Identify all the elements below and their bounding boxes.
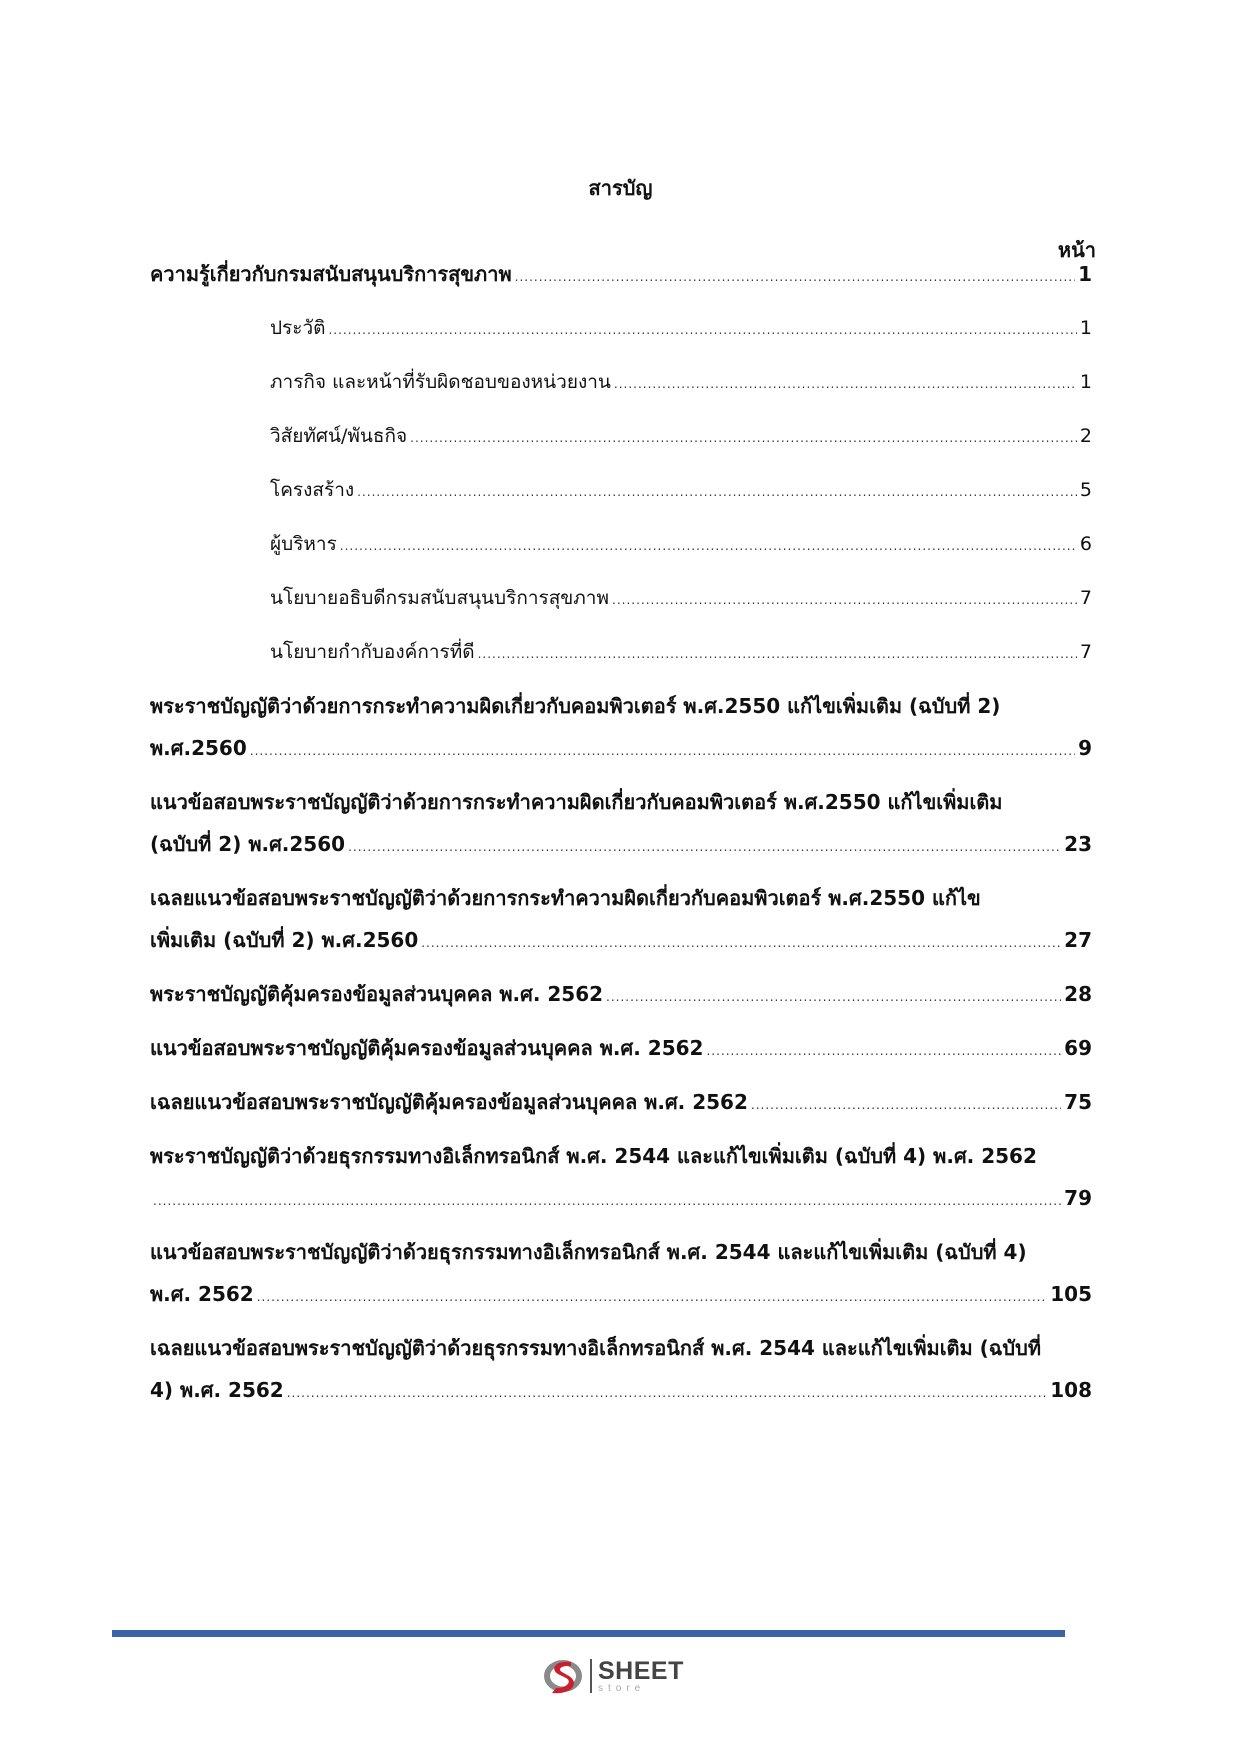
logo-subword: store	[598, 1682, 646, 1694]
toc-subentry[interactable]	[270, 530, 1092, 560]
toc-entry-title-cont: 4) พ.ศ. 2562	[150, 1378, 284, 1402]
toc-page-number: 1	[1078, 262, 1092, 286]
toc-entry-title: ความรู้เกี่ยวกับกรมสนับสนุนบริการสุขภาพ	[150, 262, 512, 286]
toc-leader-dots	[287, 1379, 1048, 1407]
toc-leader-dots	[328, 316, 1076, 344]
toc-page-number: 75	[1064, 1090, 1092, 1114]
page-title: สารบัญ	[588, 176, 653, 200]
toc-entry-title: นโยบายอธิบดีกรมสนับสนุนบริการสุขภาพ	[270, 587, 609, 609]
toc-page-number: 108	[1050, 1378, 1092, 1402]
toc-subentry[interactable]	[270, 368, 1092, 398]
toc-entry-title: พระราชบัญญัติคุ้มครองข้อมูลส่วนบุคคล พ.ศ. 2562	[150, 982, 604, 1006]
toc-page-number: 5	[1079, 479, 1092, 501]
toc-entry-title-cont: (ฉบับที่ 2) พ.ศ.2560	[150, 832, 346, 856]
toc-leader-dots	[706, 1037, 1061, 1065]
footer-rule	[112, 1630, 1065, 1637]
toc-leader-dots	[421, 929, 1061, 957]
toc-leader-dots	[478, 640, 1077, 668]
toc-entry-title: ภารกิจ และหน้าที่รับผิดชอบของหน่วยงาน	[270, 371, 611, 393]
toc-entry-line1[interactable]	[150, 884, 981, 912]
toc-leader-dots	[614, 370, 1077, 398]
toc-page-number: 69	[1064, 1036, 1092, 1060]
logo-divider	[590, 1659, 592, 1693]
toc-leader-dots	[153, 1187, 1061, 1215]
toc-leader-dots	[606, 983, 1061, 1011]
toc-entry-line2[interactable]	[150, 1376, 1092, 1407]
toc-entry-title: แนวข้อสอบพระราชบัญญัติคุ้มครองข้อมูลส่วนบุคคล พ.ศ. 2562	[150, 1036, 704, 1060]
toc-entry-line2[interactable]	[150, 734, 1092, 765]
toc-page-number: 28	[1064, 982, 1092, 1006]
toc-entry-title: ประวัติ	[270, 317, 326, 339]
toc-entry[interactable]	[150, 1088, 1092, 1119]
toc-entry-line1[interactable]	[150, 1142, 1037, 1170]
toc-entry-title-cont: เพิ่มเติม (ฉบับที่ 2) พ.ศ.2560	[150, 928, 419, 952]
toc-page-number: 79	[1064, 1186, 1092, 1210]
toc-entry-title: นโยบายกำกับองค์การที่ดี	[270, 641, 475, 663]
toc-entry[interactable]	[150, 260, 1092, 291]
toc-entry-title: ผู้บริหาร	[270, 533, 337, 555]
toc-page-number: 7	[1079, 587, 1092, 609]
toc-entry-line2[interactable]	[150, 830, 1092, 861]
toc-leader-dots	[257, 1283, 1048, 1311]
toc-leader-dots	[751, 1091, 1061, 1119]
page-column-header: หน้า	[1057, 238, 1096, 262]
toc-entry-line2[interactable]	[150, 1280, 1092, 1311]
toc-entry-line2[interactable]	[150, 926, 1092, 957]
sheet-store-logo-icon	[540, 1653, 586, 1699]
toc-leader-dots	[357, 478, 1077, 506]
toc-entry-title: แนวข้อสอบพระราชบัญญัติว่าด้วยธุรกรรมทางอิเล็กทรอนิกส์ พ.ศ. 2544 และแก้ไขเพิ่มเติม (ฉบับที่ 4)	[150, 1240, 1027, 1264]
toc-subentry[interactable]	[270, 476, 1092, 506]
toc-subentry[interactable]	[270, 314, 1092, 344]
toc-entry-line1[interactable]	[150, 1238, 1027, 1266]
toc-entry-title: เฉลยแนวข้อสอบพระราชบัญญัติว่าด้วยธุรกรรมทางอิเล็กทรอนิกส์ พ.ศ. 2544 และแก้ไขเพิ่มเติม (ฉบับที่	[150, 1336, 1042, 1360]
toc-entry-title: แนวข้อสอบพระราชบัญญัติว่าด้วยการกระทำความผิดเกี่ยวกับคอมพิวเตอร์ พ.ศ.2550 แก้ไขเพิ่มเติม	[150, 790, 1003, 814]
toc-page-number: 7	[1079, 641, 1092, 663]
toc-leader-dots	[410, 424, 1077, 452]
toc-leader-dots	[515, 263, 1075, 291]
toc-entry-title: พระราชบัญญัติว่าด้วยธุรกรรมทางอิเล็กทรอนิกส์ พ.ศ. 2544 และแก้ไขเพิ่มเติม (ฉบับที่ 4) พ.ศ. 2562	[150, 1144, 1037, 1168]
toc-leader-dots	[250, 737, 1075, 765]
toc-page-number: 105	[1050, 1282, 1092, 1306]
toc-entry[interactable]	[150, 1034, 1092, 1065]
toc-entry-title-cont: พ.ศ.2560	[150, 736, 247, 760]
toc-entry-line1[interactable]	[150, 1334, 1041, 1362]
toc-leader-dots	[348, 833, 1061, 861]
logo-wordmark	[598, 1656, 684, 1694]
toc-entry-line2[interactable]	[150, 1184, 1092, 1215]
toc-entry-title: เฉลยแนวข้อสอบพระราชบัญญัติว่าด้วยการกระทำความผิดเกี่ยวกับคอมพิวเตอร์ พ.ศ.2550 แก้ไข	[150, 886, 981, 910]
toc-page-number: 6	[1079, 533, 1092, 555]
toc-page-number: 23	[1064, 832, 1092, 856]
toc-page-number: 2	[1079, 425, 1092, 447]
toc-entry-line1[interactable]	[150, 692, 1000, 720]
toc-entry-line1[interactable]	[150, 788, 1002, 816]
toc-entry-title: วิสัยทัศน์/พันธกิจ	[270, 425, 408, 447]
logo-word: SHEET	[598, 1656, 684, 1685]
toc-page-number: 27	[1064, 928, 1092, 952]
toc-page-number: 9	[1078, 736, 1092, 760]
toc-entry-title: พระราชบัญญัติว่าด้วยการกระทำความผิดเกี่ยวกับคอมพิวเตอร์ พ.ศ.2550 แก้ไขเพิ่มเติม (ฉบับที่ 2)	[150, 694, 1001, 718]
toc-entry-title: เฉลยแนวข้อสอบพระราชบัญญัติคุ้มครองข้อมูลส่วนบุคคล พ.ศ. 2562	[150, 1090, 748, 1114]
toc-page-number: 1	[1079, 317, 1092, 339]
toc-page-number: 1	[1079, 371, 1092, 393]
toc-entry-title: โครงสร้าง	[270, 479, 355, 501]
footer-logo	[540, 1653, 684, 1699]
toc-subentry[interactable]	[270, 584, 1092, 614]
toc-leader-dots	[340, 532, 1077, 560]
toc-leader-dots	[612, 586, 1077, 614]
toc-subentry[interactable]	[270, 638, 1092, 668]
toc-entry-title-cont: พ.ศ. 2562	[150, 1282, 254, 1306]
toc-entry[interactable]	[150, 980, 1092, 1011]
toc-subentry[interactable]	[270, 422, 1092, 452]
